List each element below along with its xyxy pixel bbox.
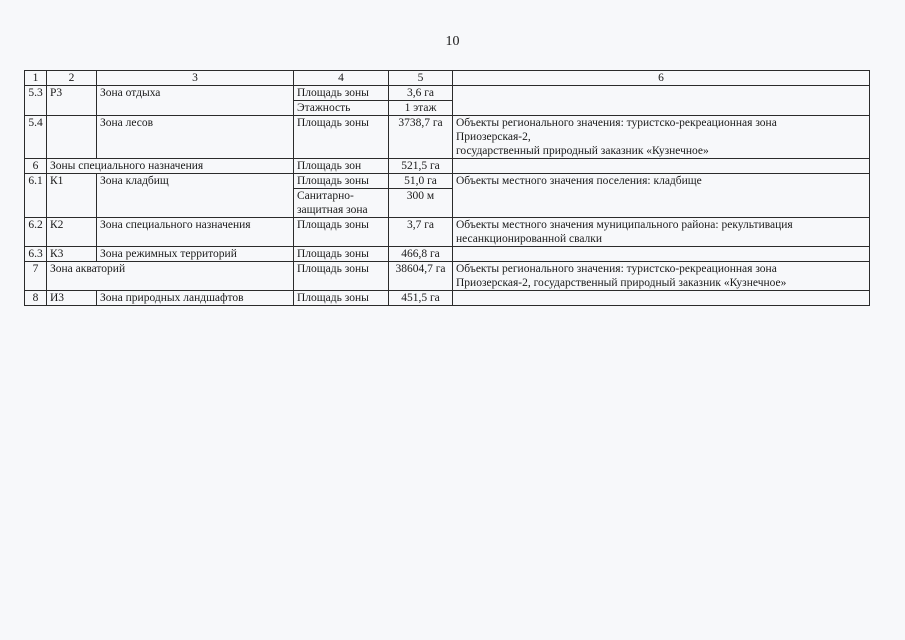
header-cell: 1 bbox=[25, 71, 47, 86]
zone-objects bbox=[453, 291, 870, 306]
zone-objects-line: государственный природный заказник «Кузнечное» bbox=[456, 145, 709, 157]
zone-name: Зона кладбищ bbox=[97, 174, 294, 218]
parameter-value: 1 этаж bbox=[389, 101, 453, 116]
zone-objects-line: несанкционированной свалки bbox=[456, 233, 603, 245]
parameter-value: 521,5 га bbox=[389, 159, 453, 174]
parameter-value: 3,6 га bbox=[389, 86, 453, 101]
zone-name: Зона природных ландшафтов bbox=[97, 291, 294, 306]
row-number: 5.3 bbox=[25, 86, 47, 116]
page-number: 10 bbox=[445, 34, 460, 49]
parameter-name: Площадь зоны bbox=[294, 86, 389, 101]
zone-objects bbox=[453, 262, 870, 291]
zone-objects bbox=[453, 218, 870, 247]
zone-name: Зона специального назначения bbox=[97, 218, 294, 247]
parameter-name: Площадь зоны bbox=[294, 218, 389, 247]
parameter-name: Площадь зон bbox=[294, 159, 389, 174]
zone-objects bbox=[453, 86, 870, 116]
row-number: 6 bbox=[25, 159, 47, 174]
table-row bbox=[25, 262, 870, 291]
header-cell: 2 bbox=[47, 71, 97, 86]
parameter-name: Этажность bbox=[294, 101, 389, 116]
row-number: 5.4 bbox=[25, 116, 47, 159]
parameter-name-line: защитная зона bbox=[297, 204, 368, 216]
zone-name: Зона отдыха bbox=[97, 86, 294, 116]
zone-objects-line: Объекты местного значения муниципального района: рекультивация bbox=[456, 219, 793, 231]
table-row bbox=[25, 86, 870, 101]
parameter-value: 300 м bbox=[389, 189, 453, 218]
parameter-value: 51,0 га bbox=[389, 174, 453, 189]
row-number: 6.1 bbox=[25, 174, 47, 218]
zone-objects bbox=[453, 159, 870, 174]
table-row bbox=[25, 218, 870, 247]
row-number: 7 bbox=[25, 262, 47, 291]
header-cell: 6 bbox=[453, 71, 870, 86]
zone-code bbox=[47, 116, 97, 159]
table-header-row bbox=[25, 71, 870, 86]
zone-name: Зона режимных территорий bbox=[97, 247, 294, 262]
parameter-value: 3738,7 га bbox=[389, 116, 453, 159]
zone-code: К2 bbox=[47, 218, 97, 247]
header-cell: 4 bbox=[294, 71, 389, 86]
zone-name: Зона акваторий bbox=[47, 262, 294, 291]
parameter-value: 451,5 га bbox=[389, 291, 453, 306]
zone-code: К1 bbox=[47, 174, 97, 218]
header-cell: 5 bbox=[389, 71, 453, 86]
zone-code: И3 bbox=[47, 291, 97, 306]
table-row bbox=[25, 247, 870, 262]
zone-name: Зона лесов bbox=[97, 116, 294, 159]
row-number: 8 bbox=[25, 291, 47, 306]
parameter-name: Площадь зоны bbox=[294, 262, 389, 291]
table-row bbox=[25, 159, 870, 174]
zone-objects bbox=[453, 247, 870, 262]
row-number: 6.3 bbox=[25, 247, 47, 262]
parameter-name: Площадь зоны bbox=[294, 247, 389, 262]
parameter-name bbox=[294, 189, 389, 218]
parameter-value: 466,8 га bbox=[389, 247, 453, 262]
zone-objects-line: Объекты регионального значения: туристско-рекреационная зона bbox=[456, 117, 777, 129]
parameter-name: Площадь зоны bbox=[294, 174, 389, 189]
parameter-name: Площадь зоны bbox=[294, 291, 389, 306]
zones-table bbox=[24, 70, 870, 306]
zone-objects bbox=[453, 116, 870, 159]
table-row bbox=[25, 116, 870, 159]
zone-objects-line: Приозерская-2, государственный природный заказник «Кузнечное» bbox=[456, 277, 787, 289]
parameter-value: 3,7 га bbox=[389, 218, 453, 247]
header-cell: 3 bbox=[97, 71, 294, 86]
table-row bbox=[25, 291, 870, 306]
zone-objects-line: Приозерская-2, bbox=[456, 131, 531, 143]
zone-name: Зоны специального назначения bbox=[47, 159, 294, 174]
row-number: 6.2 bbox=[25, 218, 47, 247]
table-row bbox=[25, 174, 870, 189]
parameter-value: 38604,7 га bbox=[389, 262, 453, 291]
zone-code: Р3 bbox=[47, 86, 97, 116]
zone-code: К3 bbox=[47, 247, 97, 262]
parameter-name-line: Санитарно- bbox=[297, 190, 354, 202]
zone-objects: Объекты местного значения поселения: кладбище bbox=[453, 174, 870, 218]
parameter-name: Площадь зоны bbox=[294, 116, 389, 159]
zone-objects-line: Объекты регионального значения: туристско-рекреационная зона bbox=[456, 263, 777, 275]
